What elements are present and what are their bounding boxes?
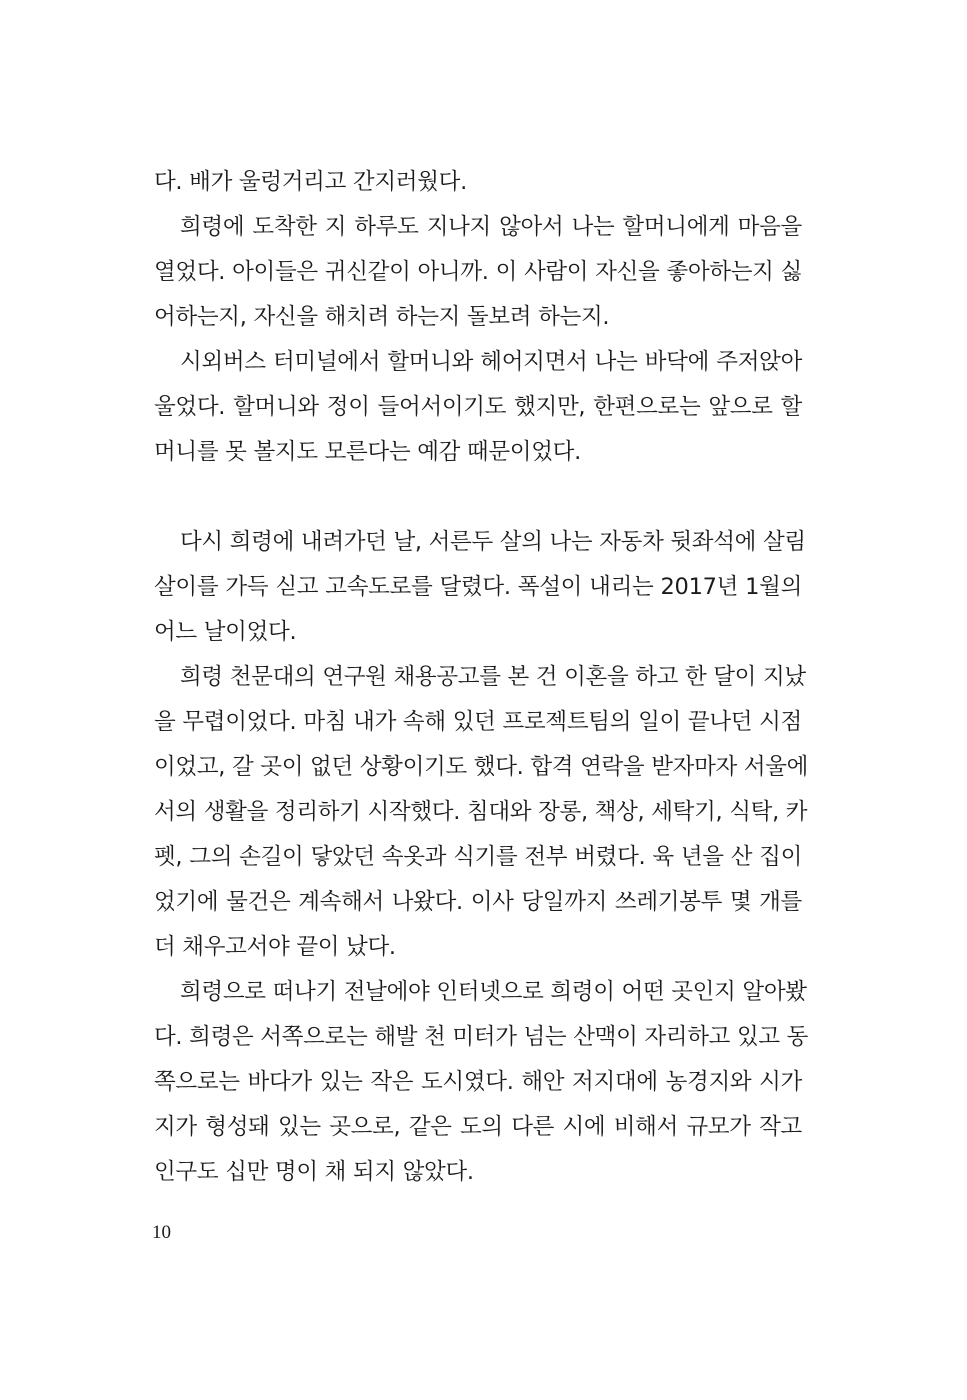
- text-line: 다시 희령에 내려가던 날, 서른두 살의 나는 자동차 뒷좌석에 살림: [180, 529, 806, 555]
- text-line: 인구도 십만 명이 채 되지 않았다.: [154, 1159, 474, 1185]
- text-line: 희령 천문대의 연구원 채용공고를 본 건 이혼을 하고 한 달이 지났: [180, 664, 806, 690]
- text-line: 시외버스 터미널에서 할머니와 헤어지면서 나는 바닥에 주저앉아: [180, 349, 802, 375]
- text-line: 살이를 가득 싣고 고속도로를 달렸다. 폭설이 내리는 2017년 1월의: [154, 574, 802, 600]
- text-line: 어하는지, 자신을 해치려 하는지 돌보려 하는지.: [154, 304, 610, 330]
- page-number: 10: [152, 1222, 171, 1243]
- text-line: 서의 생활을 정리하기 시작했다. 침대와 장롱, 책상, 세탁기, 식탁, 카: [154, 799, 808, 825]
- text-line: 울었다. 할머니와 정이 들어서이기도 했지만, 한편으로는 앞으로 할: [154, 394, 802, 420]
- text-line: 어느 날이었다.: [154, 619, 297, 645]
- text-line: 희령에 도착한 지 하루도 지나지 않아서 나는 할머니에게 마음을: [180, 214, 802, 240]
- text-line: 다. 희령은 서쪽으로는 해발 천 미터가 넘는 산맥이 자리하고 있고 동: [154, 1024, 809, 1050]
- text-line: 희령으로 떠나기 전날에야 인터넷으로 희령이 어떤 곳인지 알아봤: [180, 979, 807, 1005]
- text-line: 머니를 못 볼지도 모른다는 예감 때문이었다.: [154, 439, 581, 465]
- text-line: 펫, 그의 손길이 닿았던 속옷과 식기를 전부 버렸다. 육 년을 산 집이: [154, 844, 802, 870]
- text-line: 열었다. 아이들은 귀신같이 아니까. 이 사람이 자신을 좋아하는지 싫: [154, 259, 802, 285]
- text-line: 더 채우고서야 끝이 났다.: [154, 934, 396, 960]
- text-line: 지가 형성돼 있는 곳으로, 같은 도의 다른 시에 비해서 규모가 작고: [154, 1114, 802, 1140]
- text-line: 었기에 물건은 계속해서 나왔다. 이사 당일까지 쓰레기봉투 몇 개를: [154, 889, 802, 915]
- text-line: 을 무렵이었다. 마침 내가 속해 있던 프로젝트팀의 일이 끝나던 시점: [154, 709, 802, 735]
- text-line: 다. 배가 울렁거리고 간지러웠다.: [154, 169, 467, 195]
- text-line: 이었고, 갈 곳이 없던 상황이기도 했다. 합격 연락을 받자마자 서울에: [154, 754, 809, 780]
- text-line: 쪽으로는 바다가 있는 작은 도시였다. 해안 저지대에 농경지와 시가: [154, 1069, 802, 1095]
